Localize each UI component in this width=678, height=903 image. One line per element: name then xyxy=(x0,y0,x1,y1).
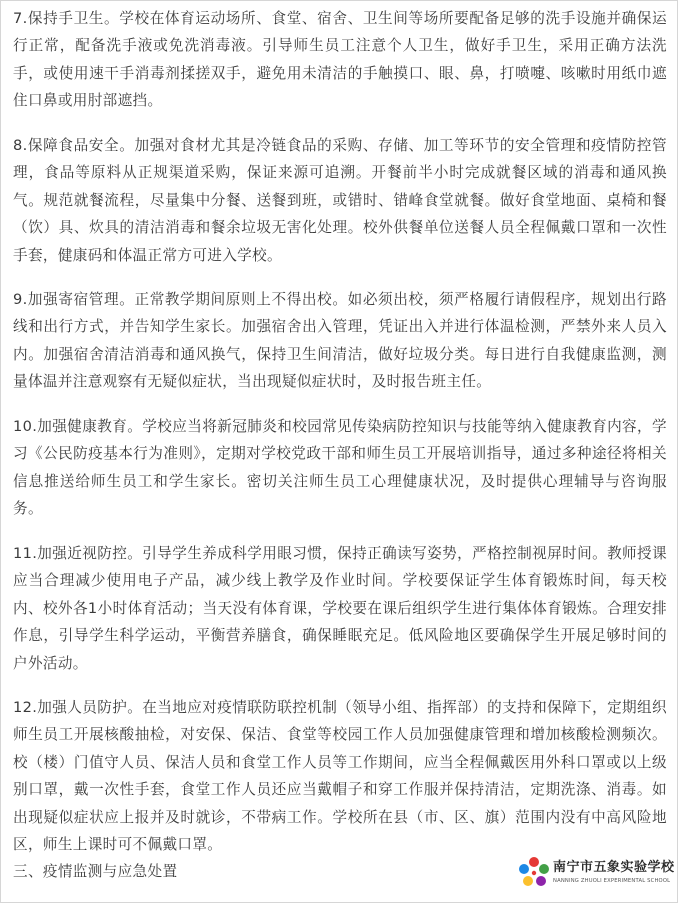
school-name-en: NANNING ZHUOLI EXPERIMENTAL SCHOOL xyxy=(553,878,671,884)
paragraph-hand-hygiene: 7.保持手卫生。学校在体育运动场所、食堂、宿舍、卫生间等场所要配备足够的洗手设施并确保运行正常，配备洗手液或免洗消毒液。引导师生员工注意个人卫生，做好手卫生，采用正确方法洗手，或使用速干手消毒剂揉搓双手，避免用未清洁的手触摸口、眼、鼻，打喷嚏、咳嗽时用纸巾遮住口鼻或用肘部遮挡。 xyxy=(13,10,667,110)
paragraph-food-safety: 8.保障食品安全。加强对食材尤其是冷链食品的采购、存储、加工等环节的安全管理和疫情防控管理，食品等原料从正规渠道采购，保证来源可追溯。开餐前半小时完成就餐区域的消毒和通风换气。规范就餐流程，尽量集中分餐、送餐到班，或错时、错峰食堂就餐。做好食堂地面、桌椅和餐（饮）具、炊具的清洁消毒和餐余垃圾无害化处理。校外供餐单位送餐人员全程佩戴口罩和一次性手套，健康码和体温正常方可进入学校。 xyxy=(13,137,667,264)
school-emblem-icon xyxy=(517,856,551,890)
section-heading: 三、疫情监测与应急处置 xyxy=(13,863,178,880)
paragraph-boarding-management: 9.加强寄宿管理。正常教学期间原则上不得出校。如必须出校，须严格履行请假程序，规划出行路线和出行方式，并告知学生家长。加强宿舍出入管理，凭证出入并进行体温检测，严禁外来人员入内。加强宿舍清洁消毒和通风换气，保持卫生间清洁，做好垃圾分类。每日进行自我健康监测，测量体温并注意观察有无疑似症状，当出现疑似症状时，及时报告班主任。 xyxy=(13,291,667,391)
school-logo xyxy=(517,854,675,894)
paragraph-health-education: 10.加强健康教育。学校应当将新冠肺炎和校园常见传染病防控知识与技能等纳入健康教育内容，学习《公民防疫基本行为准则》，定期对学校党政干部和师生员工开展培训指导，通过多种途径将相关信息推送给师生员工和学生家长。密切关注师生员工心理健康状况，及时提供心理辅导与咨询服务。 xyxy=(13,418,667,518)
school-name-cn: 南宁市五象实验学校 xyxy=(553,860,675,875)
paragraph-personnel-protection: 12.加强人员防护。在当地应对疫情联防联控机制（领导小组、指挥部）的支持和保障下，定期组织师生员工开展核酸抽检，对安保、保洁、食堂等校园工作人员加强健康管理和增加核酸检测频次。校（楼）门值守人员、保洁人员和食堂工作人员等工作期间，应当全程佩戴医用外科口罩或以上级别口罩，戴一次性手套，食堂工作人员还应当戴帽子和穿工作服并保持清洁，定期洗涤、消毒。如出现疑似症状应上报并及时就诊，不带病工作。学校所在县（市、区、旗）范围内没有中高风险地区，师生上课时可不佩戴口罩。 xyxy=(13,699,667,854)
paragraph-myopia-prevention: 11.加强近视防控。引导学生养成科学用眼习惯，保持正确读写姿势，严格控制视屏时间。教师授课应当合理减少使用电子产品，减少线上教学及作业时间。学校要保证学生体育锻炼时间，每天校内、校外各1小时体育活动；当天没有体育课，学校要在课后组织学生进行集体体育锻炼。合理安排作息，引导学生科学运动，平衡营养膳食，确保睡眠充足。低风险地区要确保学生开展足够时间的户外活动。 xyxy=(13,545,667,672)
